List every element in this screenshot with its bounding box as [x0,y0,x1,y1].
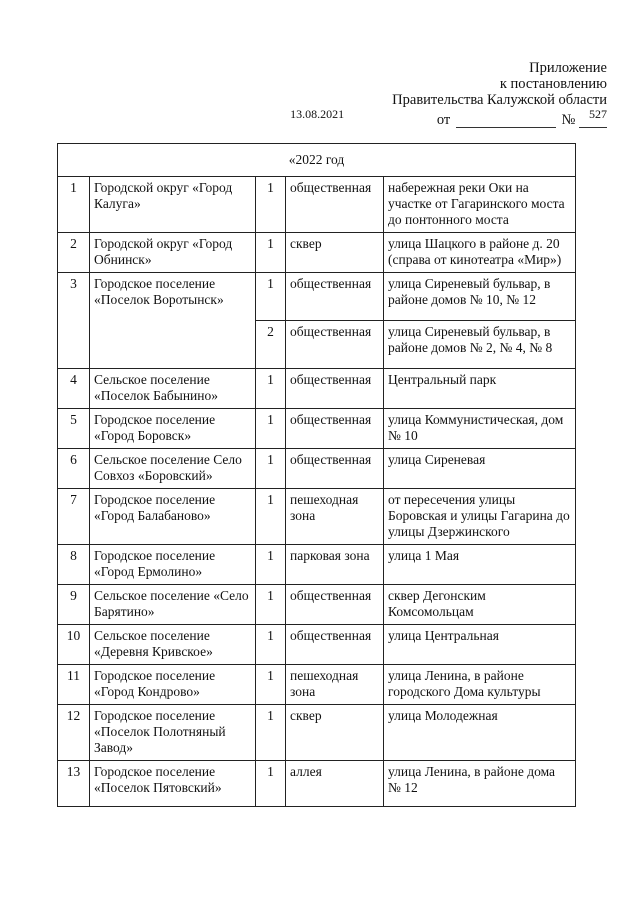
object-address: сквер Дегонским Комсомольцам [384,585,576,625]
header-line-1: Приложение [529,60,607,76]
row-number: 13 [58,761,90,807]
table-row [58,705,576,761]
object-address: улица Сиреневая [384,449,576,489]
object-type: парковая зона [286,545,384,585]
row-number: 6 [58,449,90,489]
object-type: аллея [286,761,384,807]
object-address: набережная реки Оки на участке от Гагаринского моста до понтонного моста [384,177,576,233]
object-index: 1 [256,545,286,585]
object-index: 2 [256,321,286,369]
object-type: сквер [286,233,384,273]
header-line-2: к постановлению [499,76,607,92]
object-address: улица Сиреневый бульвар, в районе домов № 2, № 4, № 8 [384,321,576,369]
number-label: № [561,112,576,128]
municipality-name: Городской округ «Город Калуга» [90,177,256,233]
row-number: 5 [58,409,90,449]
object-index: 1 [256,489,286,545]
object-index: 1 [256,409,286,449]
object-address: улица Шацкого в районе д. 20 (справа от кинотеатра «Мир») [384,233,576,273]
object-index: 1 [256,665,286,705]
objects-table [57,143,576,807]
municipality-name: Городское поселение «Поселок Пятовский» [90,761,256,807]
header-date-line [290,107,607,128]
municipality-name: Городское поселение «Поселок Полотняный Завод» [90,705,256,761]
table-row [58,369,576,409]
row-number: 2 [58,233,90,273]
municipality-name: Городское поселение «Город Кондрово» [90,665,256,705]
object-address: улица Коммунистическая, дом № 10 [384,409,576,449]
table-row [58,489,576,545]
object-type: общественная [286,177,384,233]
table-row [58,545,576,585]
object-type: сквер [286,705,384,761]
object-type: общественная [286,409,384,449]
municipality-name: Городское поселение «Поселок Воротынск» [90,273,256,369]
decree-date: 13.08.2021 [290,107,345,121]
row-number: 3 [58,273,90,369]
object-index: 1 [256,233,286,273]
object-address: улица Молодежная [384,705,576,761]
row-number: 11 [58,665,90,705]
object-type: общественная [286,625,384,665]
object-index: 1 [256,369,286,409]
table-row [58,449,576,489]
object-address: Центральный парк [384,369,576,409]
object-address: улица Ленина, в районе дома № 12 [384,761,576,807]
object-index: 1 [256,585,286,625]
year-title: «2022 год [58,144,576,177]
municipality-name: Сельское поселение «Деревня Кривское» [90,625,256,665]
row-number: 7 [58,489,90,545]
object-type: общественная [286,321,384,369]
from-label: от [436,112,451,128]
municipality-name: Сельское поселение «Село Барятино» [90,585,256,625]
object-type: пешеходная зона [286,665,384,705]
table-row [58,665,576,705]
row-number: 8 [58,545,90,585]
object-type: общественная [286,585,384,625]
table-row [58,625,576,665]
object-type: общественная [286,273,384,321]
municipality-name: Городской округ «Город Обнинск» [90,233,256,273]
header-line-3: Правительства Калужской области [392,92,607,108]
row-number: 1 [58,177,90,233]
decree-number: 527 [589,107,607,121]
object-index: 1 [256,449,286,489]
municipality-name: Сельское поселение «Поселок Бабынино» [90,369,256,409]
row-number: 10 [58,625,90,665]
object-address: от пересечения улицы Боровская и улицы Гагарина до улицы Дзержинского [384,489,576,545]
object-type: пешеходная зона [286,489,384,545]
document-header [290,60,607,128]
object-index: 1 [256,177,286,233]
municipality-name: Городское поселение «Город Ермолино» [90,545,256,585]
object-index: 1 [256,761,286,807]
object-index: 1 [256,705,286,761]
table-row [58,585,576,625]
table-row [58,177,576,233]
object-address: улица Центральная [384,625,576,665]
municipality-name: Городское поселение «Город Балабаново» [90,489,256,545]
municipality-name: Сельское поселение Село Совхоз «Боровский» [90,449,256,489]
table-row [58,761,576,807]
object-address: улица 1 Мая [384,545,576,585]
table-row [58,273,576,321]
row-number: 12 [58,705,90,761]
row-number: 9 [58,585,90,625]
object-address: улица Сиреневый бульвар, в районе домов № 10, № 12 [384,273,576,321]
table-row [58,233,576,273]
row-number: 4 [58,369,90,409]
object-index: 1 [256,273,286,321]
municipality-name: Городское поселение «Город Боровск» [90,409,256,449]
object-type: общественная [286,369,384,409]
table-row [58,409,576,449]
year-row [58,144,576,177]
object-index: 1 [256,625,286,665]
object-type: общественная [286,449,384,489]
object-address: улица Ленина, в районе городского Дома культуры [384,665,576,705]
